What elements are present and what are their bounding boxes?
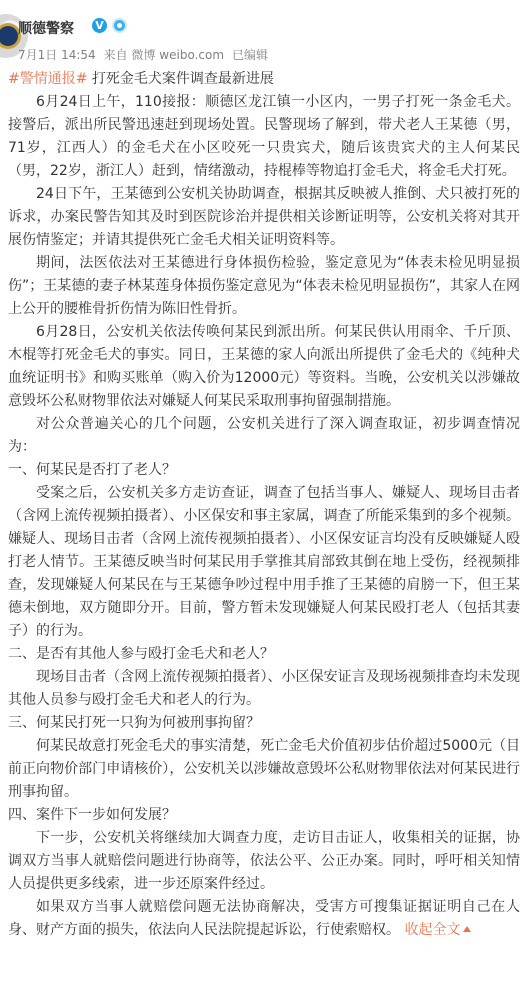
paragraph: 6月24日上午，110接报：顺德区龙江镇一小区内，一男子打死一条金毛犬。接警后，派出所民警迅速赶到现场处置。民警现场了解到，带犬老人王某德（男，71岁，江西人）的金毛犬在小区咬死一只贵宾犬，随后该贵宾犬的主人何某民（男，22岁，浙江人）赶到，情绪激动，持棍棒等物追打金毛犬，将金毛犬打死。 bbox=[8, 94, 520, 179]
author-name[interactable]: 顺德警察 bbox=[18, 21, 74, 37]
section-question: 四、案件下一步如何发展？ bbox=[8, 807, 176, 823]
chevron-up-icon[interactable] bbox=[463, 926, 471, 932]
collapse-label[interactable]: 收起全文 bbox=[404, 922, 461, 938]
closing-text: 如果双方当事人就赔偿问题无法协商解决，受害方可搜集证据证明自己在人身、财产方面的损失，依法向人民法院提起诉讼，行使索赔权。 bbox=[8, 899, 520, 938]
section-answer: 下一步，公安机关将继续加大调查力度，走访目击证人，收集相关的证据，协调双方当事人就赔偿问题进行协商等，依法公平、公正办案。同时，呼吁相关知情人员提供更多线索，进一步还原案件经过。 bbox=[8, 830, 520, 892]
topic-tag[interactable]: #警情通报# bbox=[8, 71, 88, 87]
section-question: 一、何某民是否打了老人？ bbox=[8, 462, 176, 478]
post-title-line bbox=[8, 68, 520, 91]
paragraph: 6月28日，公安机关依法传唤何某民到派出所。何某民供认用雨伞、千斤顶、木棍等打死金毛犬的事实。同日，王某德的家人向派出所提供了金毛犬的《纯种犬血统证明书》和购买账单（购入价为12000元）等资料。当晚，公安机关以涉嫌故意毁坏公私财物罪依法对嫌疑人何某民采取刑事拘留强制措施。 bbox=[8, 324, 520, 409]
verified-icon: V bbox=[92, 18, 107, 33]
post-header bbox=[0, 0, 529, 72]
section-answer: 现场目击者（含网上流传视频拍摄者）、小区保安证言及现场视频排查均未发现其他人员参与殴打金毛犬和老人的行为。 bbox=[8, 669, 520, 708]
section-question: 二、是否有其他人参与殴打金毛犬和老人？ bbox=[8, 646, 274, 662]
edited-label: 已编辑 bbox=[232, 48, 269, 62]
section-answer: 何某民故意打死金毛犬的事实清楚，死亡金毛犬价值初步估价超过5000元（目前正向物价部门申请核价），公安机关以涉嫌故意毁坏公私财物罪依法对何某民进行刑事拘留。 bbox=[8, 738, 520, 800]
post-meta bbox=[18, 46, 276, 63]
post-title: 打死金毛犬案件调查最新进展 bbox=[91, 71, 274, 87]
closing-paragraph bbox=[8, 896, 520, 942]
collapse-link[interactable] bbox=[404, 922, 471, 938]
member-badge-icon[interactable] bbox=[112, 18, 127, 33]
post-source: 来自 微博 weibo.com bbox=[103, 48, 225, 62]
section-question: 三、何某民打死一只狗为何被刑事拘留？ bbox=[8, 715, 260, 731]
paragraph: 对公众普遍关心的几个问题，公安机关进行了深入调查取证，初步调查情况为： bbox=[8, 416, 520, 455]
post-body bbox=[8, 68, 520, 942]
paragraph: 期间，法医依法对王某德进行身体损伤检验，鉴定意见为“体表未检见明显损伤”；王某德的妻子林某莲身体损伤鉴定意见为“体表未检见明显损伤”，其家人在网上公开的腰椎骨折伤情为陈旧性骨折。 bbox=[8, 255, 520, 317]
post-time[interactable]: 7月1日 14:54 bbox=[18, 48, 96, 62]
paragraph: 24日下午，王某德到公安机关协助调查，根据其反映被人推倒、犬只被打死的诉求，办案民警告知其及时到医院诊治并提供相关诊断证明等，公安机关将对其开展伤情鉴定；并请其提供死亡金毛犬相关证明资料等。 bbox=[8, 186, 520, 248]
section-answer: 受案之后，公安机关多方走访查证，调查了包括当事人、嫌疑人、现场目击者（含网上流传视频拍摄者）、小区保安和事主家属，调查了所能采集到的多个视频。嫌疑人、现场目击者（含网上流传视频拍摄者）、小区保安证言均没有反映嫌疑人殴打老人情节。王某德反映当时何某民用手掌推其肩部致其倒在地上受伤，经视频排查，发现嫌疑人何某民在与王某德争吵过程中用手推了王某德的肩膀一下，但王某德未倒地，双方随即分开。目前，警方暂未发现嫌疑人何某民殴打老人（包括其妻子）的行为。 bbox=[8, 485, 520, 639]
